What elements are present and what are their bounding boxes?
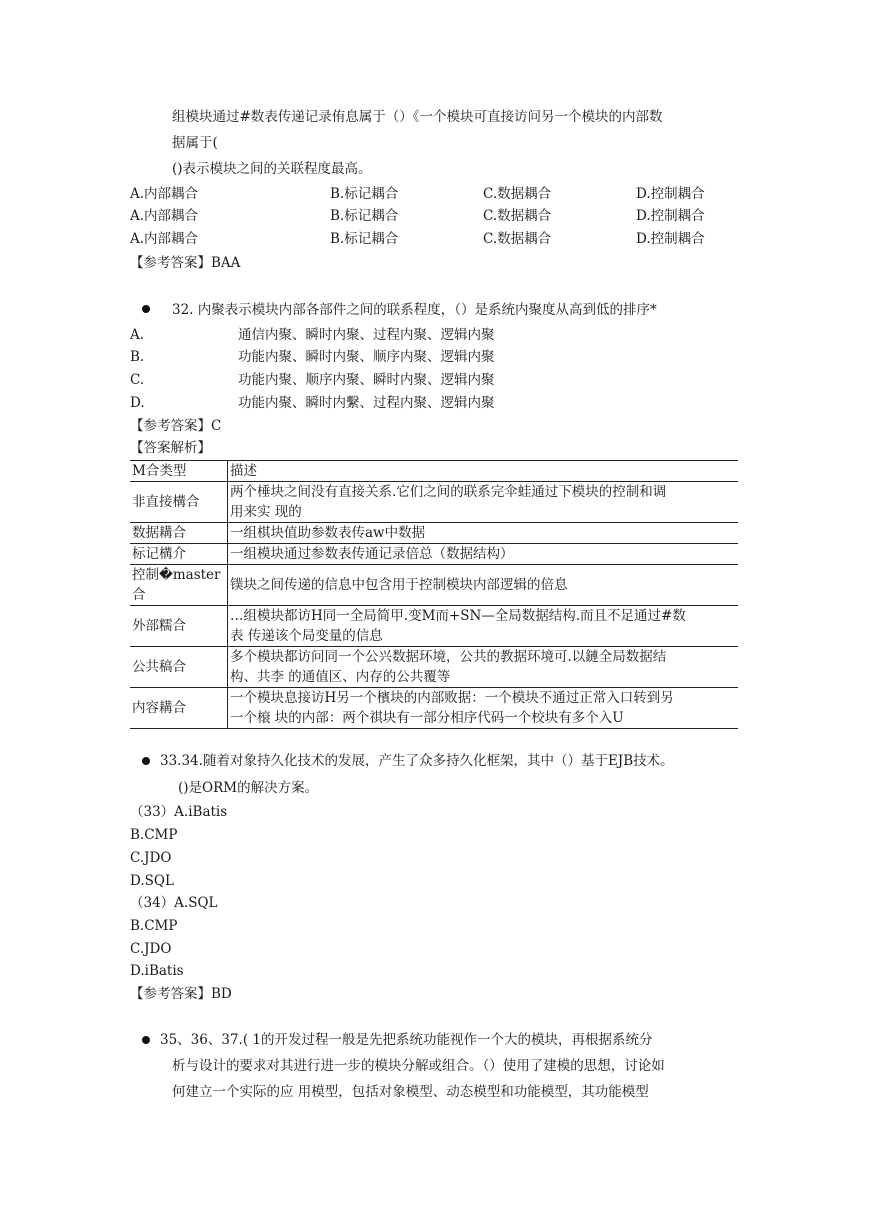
question-stem-line: 据属于( [172, 135, 218, 151]
option-letter: B. [130, 349, 145, 365]
option-c: C.数据耦合 [483, 231, 552, 247]
cell-type: 外部糯合 [130, 606, 228, 647]
bullet-icon [142, 1036, 150, 1044]
cell-desc: 一组棋块值助参数表传aw中数据 [228, 523, 739, 544]
option-letter: A. [130, 327, 145, 343]
desc-line: 表 传递该个局变量的信息 [230, 628, 383, 644]
cell-desc: 镤块之间传递的信息中包含用于控制模块内部逻辑的倍息 [228, 565, 739, 606]
cell-desc: 一组模块通过参数表传通记录倍总（数据结构） [228, 544, 739, 565]
answer-text: 【参考答案】BAA [130, 255, 241, 271]
table-header-row [130, 461, 738, 482]
coupling-table [130, 460, 738, 729]
desc-line: …组模块都访H同一全局简甲.变M而+SN—全局数据结构.而且不足通过#数 [230, 608, 686, 624]
option-line: B.CMP [130, 827, 178, 843]
option-line: （33）A.iBatis [130, 804, 228, 820]
cell-type: 内容耩合 [130, 688, 228, 729]
desc-line: 多个模块都访问同一个公兴数据环境，公共的教据环境可.以鏈全局数据结 [230, 649, 667, 665]
table-header-desc: 描述 [228, 461, 739, 482]
question-stem-line: ()表示模块之间的关联程度最高。 [172, 161, 372, 177]
cell-desc [228, 482, 739, 523]
option-line: D.iBatis [130, 963, 184, 979]
table-row [130, 482, 738, 523]
option-b: B.标记耦合 [330, 208, 399, 224]
cell-type: 数据耩合 [130, 523, 228, 544]
question-stem: 33.34.随着对象持久化技术的发展，产生了众多持久化框架，其中（）基于EJB技术。 [160, 753, 674, 769]
option-d: D.控制耦合 [636, 208, 705, 224]
option-letter: D. [130, 395, 145, 411]
question-stem-line: 35、36、37.( 1的开发过程一般是先把系统功能视作一个大的模块，再根据系统分 [160, 1032, 653, 1048]
cell-desc [228, 647, 739, 688]
question-stem-line: 析与设计的要求对其进行进一步的模块分解或组合。（）使用了建模的思想，讨论如 [172, 1058, 665, 1074]
option-text: 功能内聚、顺序内聚、瞬时内聚、逻辑内聚 [238, 372, 495, 388]
option-a: A.内部耦合 [130, 208, 199, 224]
option-line: （34）A.SQL [130, 895, 218, 911]
answer-text: 【参考答案】BD [130, 986, 232, 1002]
cell-desc [228, 688, 739, 729]
option-a: A.内部耦合 [130, 186, 199, 202]
cell-type: 公共稿合 [130, 647, 228, 688]
bullet-icon [142, 305, 150, 313]
option-d: D.控制耦合 [636, 186, 705, 202]
table-row [130, 606, 738, 647]
analysis-label: 【答案解析】 [130, 440, 211, 456]
table-header-type: M合类型 [130, 461, 228, 482]
option-line: C.JDO [130, 941, 172, 957]
option-b: B.标记耦合 [330, 186, 399, 202]
option-line: D.SQL [130, 873, 174, 889]
option-c: C.数据耦合 [483, 186, 552, 202]
option-letter: C. [130, 372, 145, 388]
option-text: 功能内聚、瞬时内繫、过程内聚、逻辑内聚 [238, 395, 495, 411]
option-c: C.数据耦合 [483, 208, 552, 224]
table-row [130, 544, 738, 565]
question-stem: 32. 内聚表示模块内部各部件之间的联系程度，（）是系统内聚度从高到低的排序* [172, 302, 657, 318]
option-line: C.JDO [130, 850, 172, 866]
cell-type: 标记構介 [130, 544, 228, 565]
desc-line: 构、共李 的通值区、内存的公共覆等 [230, 669, 451, 685]
option-text: 功能内聚、瞬时内聚、顺序内聚、逻辑内聚 [238, 349, 495, 365]
desc-line: 一个模块息接访H另一个檳块的内部败据：一个模块不通过正常入口转到另 [230, 690, 674, 706]
table-row [130, 647, 738, 688]
cell-type: 非直接構合 [130, 482, 228, 523]
cell-desc [228, 606, 739, 647]
bullet-icon [142, 757, 150, 765]
option-b: B.标记耦合 [330, 231, 399, 247]
option-d: D.控制耦合 [636, 231, 705, 247]
option-line: B.CMP [130, 918, 178, 934]
desc-line: 用来实 现的 [230, 504, 302, 520]
option-text: 通信内聚、瞬时内聚、过程内聚、逻辑内聚 [238, 327, 495, 343]
question-stem: ()是ORM的解决方案。 [178, 780, 319, 796]
answer-text: 【参考答案】C [130, 418, 222, 434]
table-row [130, 523, 738, 544]
table-row [130, 565, 738, 606]
desc-line: 一个榱 块的内部：两个祺块有一部分相序代码一个校块有多个入U [230, 710, 624, 726]
desc-line: 两个棰块之间没有直接关系.它们之间的联系完伞蛙通过下模块的控制和调 [230, 484, 667, 500]
table-row [130, 688, 738, 729]
cell-type: 控制�master合 [130, 565, 228, 606]
question-stem-line: 组模块通过#数表传递记录侑息属于（）《一个模块可直接访问另一个模块的内部数 [172, 109, 663, 125]
question-stem-line: 何建立一个实际的应 用模型，包括对象模型、动态模型和功能模型，其功能模型 [172, 1084, 649, 1100]
option-a: A.内部耦合 [130, 231, 199, 247]
